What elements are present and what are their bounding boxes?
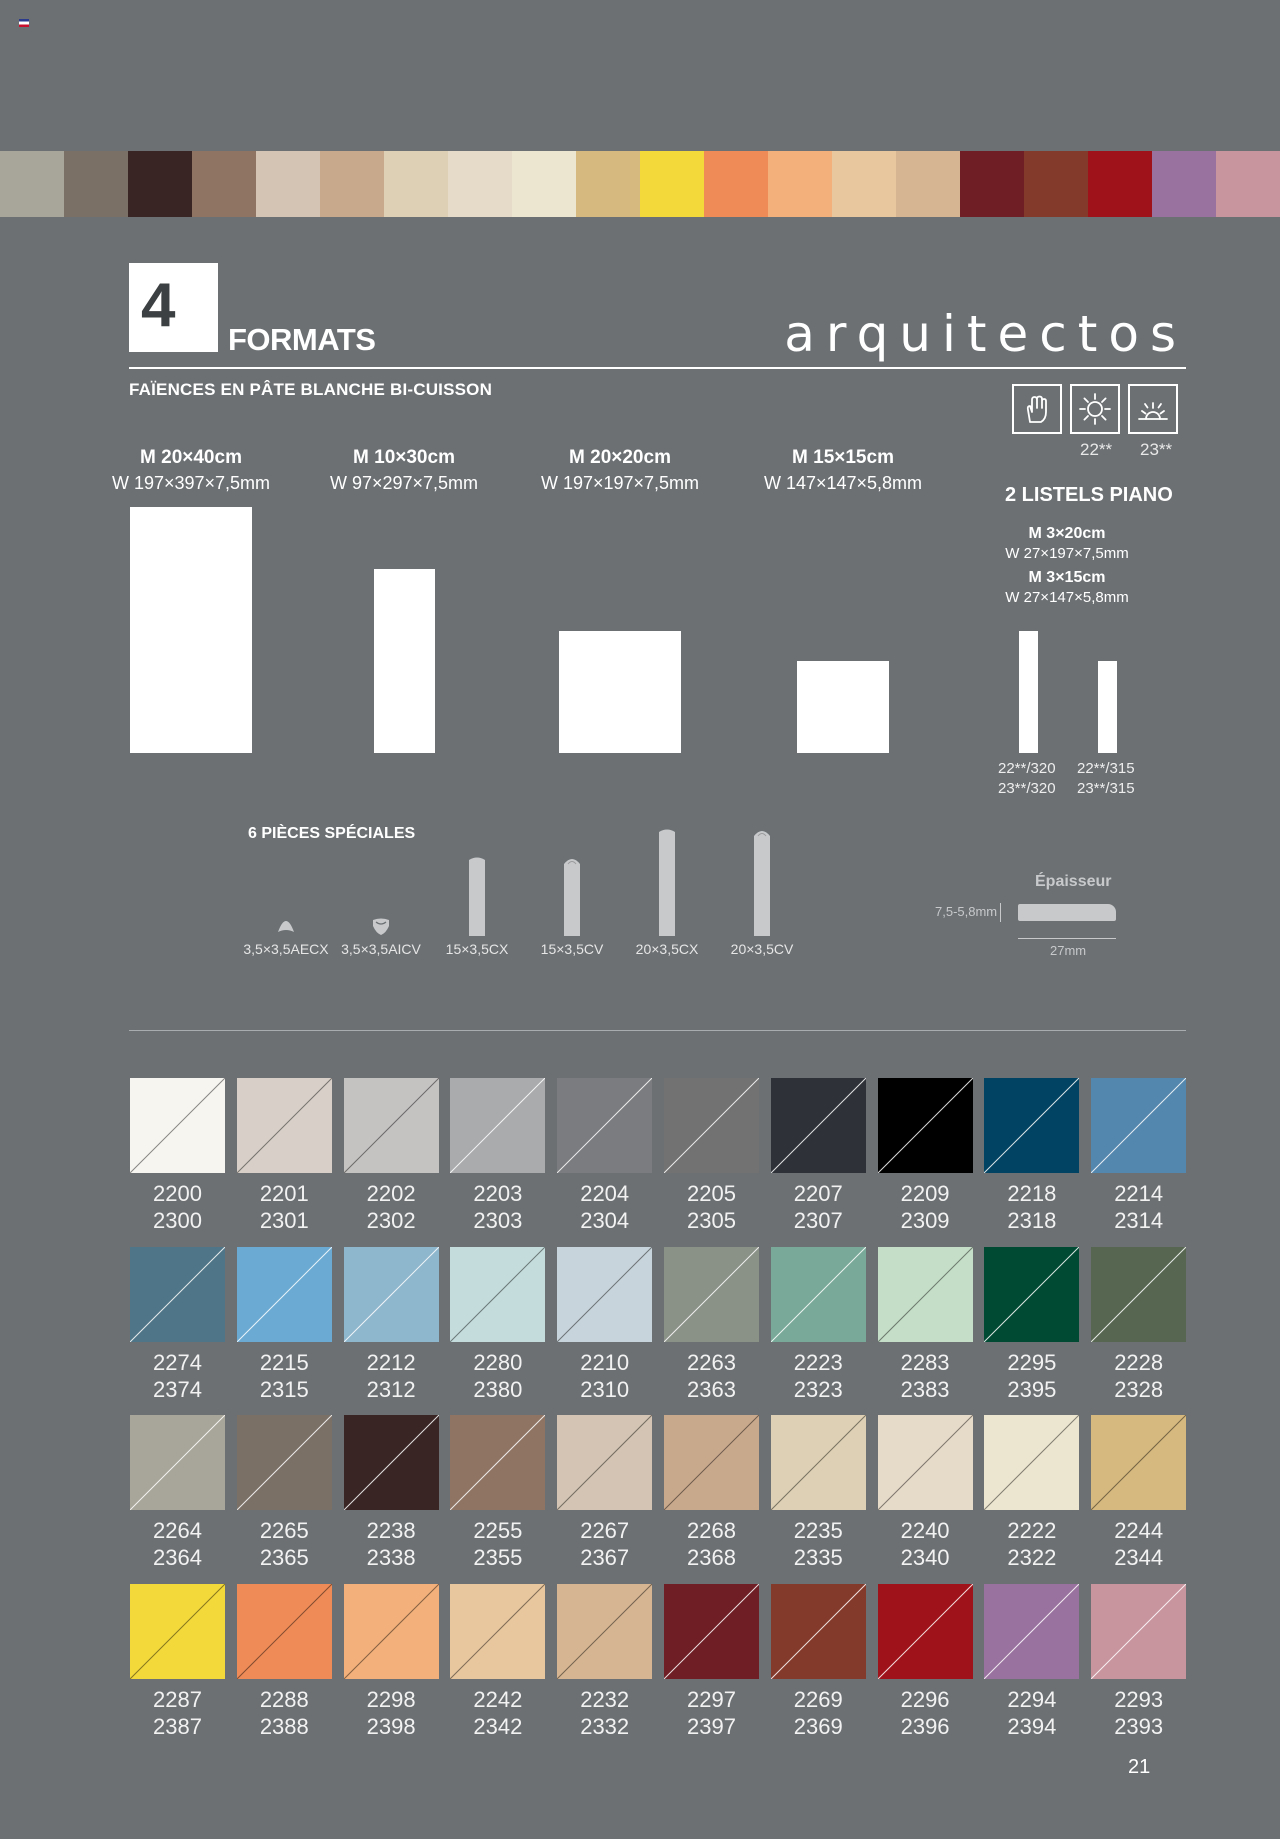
product-subtitle: FAÏENCES EN PÂTE BLANCHE BI-CUISSON (129, 380, 493, 399)
swatch-codes (344, 1180, 439, 1234)
color-strip (0, 151, 1280, 217)
swatch-codes (771, 1686, 866, 1740)
format-work-size: W 97×297×7,5mm (329, 473, 479, 493)
piece-label: 3,5×3,5AECX (243, 941, 329, 957)
color-swatch (237, 1415, 332, 1510)
piece-label: 15×3,5CV (540, 941, 604, 957)
format-nominal: M 20×40cm (140, 447, 242, 468)
swatch-code: 2364 (153, 1545, 202, 1570)
swatch-code: 2264 (153, 1518, 202, 1543)
swatch-codes (878, 1349, 973, 1403)
piece-15cv-icon (561, 856, 583, 938)
swatch-codes (450, 1349, 545, 1403)
color-swatch (237, 1584, 332, 1679)
swatch-code: 2240 (900, 1518, 950, 1543)
swatch-code: 2368 (687, 1545, 736, 1570)
swatch-cell (130, 1078, 225, 1247)
swatch-code: 2309 (900, 1208, 950, 1233)
color-swatch (984, 1584, 1079, 1679)
swatch-code: 2293 (1114, 1686, 1164, 1712)
section-divider (129, 1030, 1186, 1031)
swatch-code: 2298 (366, 1686, 416, 1712)
swatch-code: 2396 (900, 1713, 950, 1739)
piece-label: 3,5×3,5AICV (341, 941, 421, 957)
color-swatch (344, 1078, 439, 1173)
swatch-code: 2307 (793, 1208, 843, 1233)
color-swatch (664, 1415, 759, 1510)
thickness-width: 27mm (1050, 943, 1087, 958)
color-swatch (771, 1078, 866, 1173)
color-strip-chip (384, 151, 448, 217)
color-swatch (664, 1078, 759, 1173)
color-swatch (450, 1415, 545, 1510)
color-strip-chip (960, 151, 1024, 217)
listel-code: 22**/320 (998, 760, 1056, 777)
swatch-codes (1091, 1349, 1186, 1403)
swatch-cell (344, 1078, 439, 1247)
swatch-code: 2215 (259, 1349, 309, 1375)
swatch-code: 2312 (366, 1376, 416, 1402)
swatch-code: 2296 (900, 1686, 950, 1712)
listel-code: 22**/315 (1077, 760, 1135, 777)
swatch-codes (664, 1686, 759, 1740)
format-10x30 (309, 447, 499, 494)
swatch-cell (1091, 1584, 1186, 1753)
swatch-code: 2374 (153, 1376, 202, 1402)
color-swatch (664, 1584, 759, 1679)
color-swatch (878, 1078, 973, 1173)
swatch-code: 2205 (687, 1181, 736, 1206)
format-work-size: W 147×147×5,8mm (763, 473, 923, 493)
color-swatch-grid (130, 1078, 1186, 1752)
language-flag-icon (19, 19, 29, 27)
swatch-cell (771, 1078, 866, 1247)
swatch-code: 2344 (1114, 1545, 1164, 1570)
color-swatch (130, 1415, 225, 1510)
color-swatch (557, 1584, 652, 1679)
thickness-profile (1018, 904, 1116, 921)
swatch-codes (557, 1180, 652, 1234)
swatch-codes (664, 1517, 759, 1571)
sun-icon (1070, 384, 1120, 434)
color-strip-chip (512, 151, 576, 217)
swatch-cell (237, 1247, 332, 1416)
color-swatch (557, 1078, 652, 1173)
hand-touch-icon (1012, 384, 1062, 434)
swatch-code: 2394 (1007, 1713, 1057, 1739)
swatch-code: 2323 (793, 1376, 843, 1402)
swatch-code: 2280 (473, 1349, 523, 1375)
swatch-codes (450, 1180, 545, 1234)
swatch-code: 2318 (1007, 1208, 1057, 1233)
color-swatch (984, 1415, 1079, 1510)
swatch-code: 2397 (687, 1713, 736, 1739)
swatch-cell (344, 1415, 439, 1584)
swatch-code: 2294 (1007, 1686, 1057, 1712)
swatch-code: 2265 (259, 1518, 309, 1543)
thickness-marker (1000, 903, 1001, 922)
color-swatch (984, 1247, 1079, 1342)
swatch-cell (664, 1584, 759, 1753)
color-swatch (344, 1584, 439, 1679)
swatch-code: 2295 (1007, 1349, 1057, 1375)
swatch-cell (878, 1415, 973, 1584)
swatch-code: 2283 (900, 1349, 950, 1375)
swatch-code: 2269 (793, 1686, 843, 1712)
piece-aecx-icon (276, 914, 296, 934)
color-swatch (557, 1247, 652, 1342)
thickness-range: 7,5-5,8mm (935, 904, 998, 919)
swatch-codes (344, 1349, 439, 1403)
swatch-codes (1091, 1517, 1186, 1571)
swatch-code: 2203 (473, 1181, 523, 1206)
piece-label: 20×3,5CX (635, 941, 699, 957)
color-strip-chip (1024, 151, 1088, 217)
swatch-code: 2398 (366, 1713, 416, 1739)
tile-shape-20x40 (130, 507, 252, 753)
format-15x15 (748, 447, 938, 494)
listel-code: 23**/315 (1077, 780, 1135, 797)
swatch-cell (344, 1584, 439, 1753)
swatch-cell (1091, 1415, 1186, 1584)
format-nominal: M 15×15cm (792, 447, 894, 468)
swatch-code: 2314 (1114, 1208, 1164, 1233)
swatch-codes (237, 1180, 332, 1234)
color-strip-chip (0, 151, 64, 217)
color-swatch (130, 1584, 225, 1679)
color-swatch (237, 1078, 332, 1173)
listel-shape-3x15 (1098, 661, 1117, 753)
swatch-codes (771, 1180, 866, 1234)
swatch-code: 2267 (580, 1518, 630, 1543)
listel-codes-320 (998, 759, 1056, 799)
format-20x40 (96, 447, 286, 494)
swatch-code: 2238 (366, 1518, 416, 1543)
swatch-code: 2214 (1114, 1181, 1164, 1206)
swatch-cell (771, 1415, 866, 1584)
swatch-code: 2301 (259, 1208, 309, 1233)
swatch-code: 2304 (580, 1208, 630, 1233)
color-swatch (878, 1247, 973, 1342)
color-strip-chip (576, 151, 640, 217)
color-strip-chip (256, 151, 320, 217)
swatch-codes (130, 1686, 225, 1740)
swatch-cell (237, 1584, 332, 1753)
listel-work-size: W 27×147×5,8mm (1005, 589, 1129, 606)
swatch-cell (130, 1415, 225, 1584)
swatch-codes (1091, 1180, 1186, 1234)
color-swatch (450, 1247, 545, 1342)
color-swatch (664, 1247, 759, 1342)
swatch-code: 2322 (1007, 1545, 1057, 1570)
swatch-cell (984, 1415, 1079, 1584)
swatch-code: 2303 (473, 1208, 523, 1233)
listel-nominal: M 3×20cm (1028, 525, 1106, 542)
swatch-code: 2342 (473, 1713, 523, 1739)
swatch-cell (237, 1078, 332, 1247)
swatch-code: 2201 (259, 1181, 309, 1206)
page-number: 21 (1128, 1756, 1151, 1778)
listel-spec-3x15 (992, 569, 1142, 606)
swatch-code: 2263 (687, 1349, 736, 1375)
swatch-cell (984, 1247, 1079, 1416)
swatch-cell (664, 1247, 759, 1416)
color-swatch (344, 1247, 439, 1342)
swatch-codes (237, 1686, 332, 1740)
listels-title: 2 LISTELS PIANO (1005, 484, 1173, 506)
swatch-cell (344, 1247, 439, 1416)
swatch-code: 2228 (1114, 1349, 1164, 1375)
swatch-codes (664, 1180, 759, 1234)
piece-15cx-icon (466, 856, 488, 938)
swatch-code: 2232 (580, 1686, 630, 1712)
color-strip-chip (768, 151, 832, 217)
color-swatch (450, 1584, 545, 1679)
format-work-size: W 197×397×7,5mm (111, 473, 271, 493)
swatch-cell (450, 1584, 545, 1753)
color-swatch (1091, 1584, 1186, 1679)
usage-label-22: 22** (1080, 440, 1113, 459)
format-work-size: W 197×197×7,5mm (540, 473, 700, 493)
swatch-code: 2204 (580, 1181, 630, 1206)
swatch-code: 2305 (687, 1208, 736, 1233)
piece-label: 20×3,5CV (730, 941, 794, 957)
color-strip-chip (128, 151, 192, 217)
swatch-codes (344, 1517, 439, 1571)
swatch-codes (450, 1517, 545, 1571)
color-strip-chip (896, 151, 960, 217)
swatch-codes (771, 1517, 866, 1571)
swatch-cell (1091, 1247, 1186, 1416)
swatch-code: 2207 (793, 1181, 843, 1206)
color-strip-chip (1216, 151, 1280, 217)
usage-icons (1012, 384, 1178, 434)
swatch-codes (237, 1349, 332, 1403)
swatch-code: 2363 (687, 1376, 736, 1402)
listel-shape-3x20 (1019, 631, 1038, 753)
swatch-codes (130, 1180, 225, 1234)
swatch-code: 2202 (366, 1181, 416, 1206)
color-swatch (984, 1078, 1079, 1173)
swatch-code: 2210 (580, 1349, 630, 1375)
swatch-code: 2315 (259, 1376, 309, 1402)
swatch-code: 2332 (580, 1713, 630, 1739)
listel-work-size: W 27×197×7,5mm (1005, 545, 1129, 562)
swatch-code: 2223 (793, 1349, 843, 1375)
listel-code: 23**/320 (998, 780, 1056, 797)
color-swatch (1091, 1415, 1186, 1510)
thickness-title: Épaisseur (1035, 873, 1112, 890)
swatch-code: 2388 (259, 1713, 309, 1739)
swatch-cell (664, 1078, 759, 1247)
usage-label-23: 23** (1140, 440, 1173, 459)
piece-label: 15×3,5CX (445, 941, 509, 957)
color-swatch (878, 1584, 973, 1679)
swatch-code: 2383 (900, 1376, 950, 1402)
piece-aicv-icon (372, 918, 390, 936)
color-swatch (130, 1247, 225, 1342)
color-strip-chip (832, 151, 896, 217)
swatch-code: 2297 (687, 1686, 736, 1712)
color-strip-chip (320, 151, 384, 217)
brand-name: arquitectos (784, 305, 1187, 363)
color-swatch (237, 1247, 332, 1342)
swatch-code: 2380 (473, 1376, 523, 1402)
swatch-code: 2288 (259, 1686, 309, 1712)
swatch-code: 2340 (900, 1545, 950, 1570)
color-swatch (557, 1415, 652, 1510)
swatch-codes (984, 1349, 1079, 1403)
swatch-code: 2242 (473, 1686, 523, 1712)
swatch-codes (237, 1517, 332, 1571)
swatch-code: 2218 (1007, 1181, 1057, 1206)
swatch-code: 2335 (793, 1545, 843, 1570)
swatch-code: 2235 (793, 1518, 843, 1543)
listel-spec-3x20 (992, 525, 1142, 562)
header-divider (129, 367, 1186, 369)
swatch-cell (557, 1584, 652, 1753)
section-title: FORMATS (228, 322, 376, 357)
swatch-cell (664, 1415, 759, 1584)
swatch-cell (450, 1247, 545, 1416)
swatch-cell (237, 1415, 332, 1584)
swatch-cell (130, 1247, 225, 1416)
swatch-cell (984, 1584, 1079, 1753)
swatch-codes (130, 1517, 225, 1571)
swatch-code: 2222 (1007, 1518, 1057, 1543)
swatch-code: 2310 (580, 1376, 630, 1402)
color-swatch (771, 1247, 866, 1342)
swatch-code: 2395 (1007, 1376, 1057, 1402)
color-strip-chip (192, 151, 256, 217)
swatch-codes (984, 1686, 1079, 1740)
swatch-code: 2393 (1114, 1713, 1164, 1739)
format-20x20 (525, 447, 715, 494)
color-strip-chip (448, 151, 512, 217)
swatch-code: 2328 (1114, 1376, 1164, 1402)
swatch-codes (344, 1686, 439, 1740)
swatch-cell (771, 1247, 866, 1416)
color-swatch (1091, 1078, 1186, 1173)
swatch-codes (878, 1517, 973, 1571)
swatch-code: 2367 (580, 1545, 630, 1570)
sun-setting-icon (1128, 384, 1178, 434)
section-number: 4 (129, 263, 218, 352)
swatch-codes (557, 1686, 652, 1740)
color-swatch (344, 1415, 439, 1510)
swatch-codes (130, 1349, 225, 1403)
tile-shape-20x20 (559, 631, 681, 753)
color-swatch (130, 1078, 225, 1173)
swatch-code: 2302 (366, 1208, 416, 1233)
swatch-code: 2255 (473, 1518, 523, 1543)
swatch-cell (878, 1078, 973, 1247)
swatch-codes (878, 1686, 973, 1740)
listel-nominal: M 3×15cm (1028, 569, 1106, 586)
piece-20cx-icon (656, 828, 678, 938)
swatch-cell (984, 1078, 1079, 1247)
format-nominal: M 20×20cm (569, 447, 671, 468)
swatch-code: 2369 (793, 1713, 843, 1739)
swatch-cell (130, 1584, 225, 1753)
width-dimension-line (1018, 938, 1116, 939)
swatch-cell (557, 1078, 652, 1247)
swatch-codes (984, 1180, 1079, 1234)
swatch-code: 2209 (900, 1181, 950, 1206)
color-swatch (1091, 1247, 1186, 1342)
swatch-codes (771, 1349, 866, 1403)
swatch-code: 2200 (153, 1181, 202, 1206)
swatch-code: 2300 (153, 1208, 202, 1233)
swatch-code: 2287 (153, 1686, 202, 1712)
swatch-code: 2365 (259, 1545, 309, 1570)
swatch-cell (1091, 1078, 1186, 1247)
color-strip-chip (1152, 151, 1216, 217)
color-swatch (771, 1415, 866, 1510)
color-strip-chip (640, 151, 704, 217)
swatch-codes (878, 1180, 973, 1234)
tile-shape-10x30 (374, 569, 435, 753)
swatch-code: 2244 (1114, 1518, 1164, 1543)
color-strip-chip (1088, 151, 1152, 217)
swatch-codes (664, 1349, 759, 1403)
color-swatch (450, 1078, 545, 1173)
swatch-codes (984, 1517, 1079, 1571)
special-pieces-title: 6 PIÈCES SPÉCIALES (248, 825, 416, 842)
swatch-code: 2338 (366, 1545, 416, 1570)
swatch-code: 2355 (473, 1545, 523, 1570)
swatch-code: 2274 (153, 1349, 202, 1375)
swatch-codes (557, 1349, 652, 1403)
swatch-cell (771, 1584, 866, 1753)
tile-shape-15x15 (797, 661, 889, 753)
format-nominal: M 10×30cm (353, 447, 455, 468)
swatch-cell (878, 1584, 973, 1753)
swatch-code: 2387 (153, 1713, 202, 1739)
color-swatch (878, 1415, 973, 1510)
swatch-codes (557, 1517, 652, 1571)
color-swatch (771, 1584, 866, 1679)
swatch-cell (878, 1247, 973, 1416)
swatch-codes (1091, 1686, 1186, 1740)
color-strip-chip (64, 151, 128, 217)
piece-20cv-icon (751, 828, 773, 938)
swatch-cell (557, 1247, 652, 1416)
swatch-cell (450, 1415, 545, 1584)
swatch-cell (450, 1078, 545, 1247)
swatch-cell (557, 1415, 652, 1584)
color-strip-chip (704, 151, 768, 217)
swatch-codes (450, 1686, 545, 1740)
swatch-code: 2212 (366, 1349, 416, 1375)
swatch-code: 2268 (687, 1518, 736, 1543)
listel-codes-315 (1077, 759, 1135, 799)
